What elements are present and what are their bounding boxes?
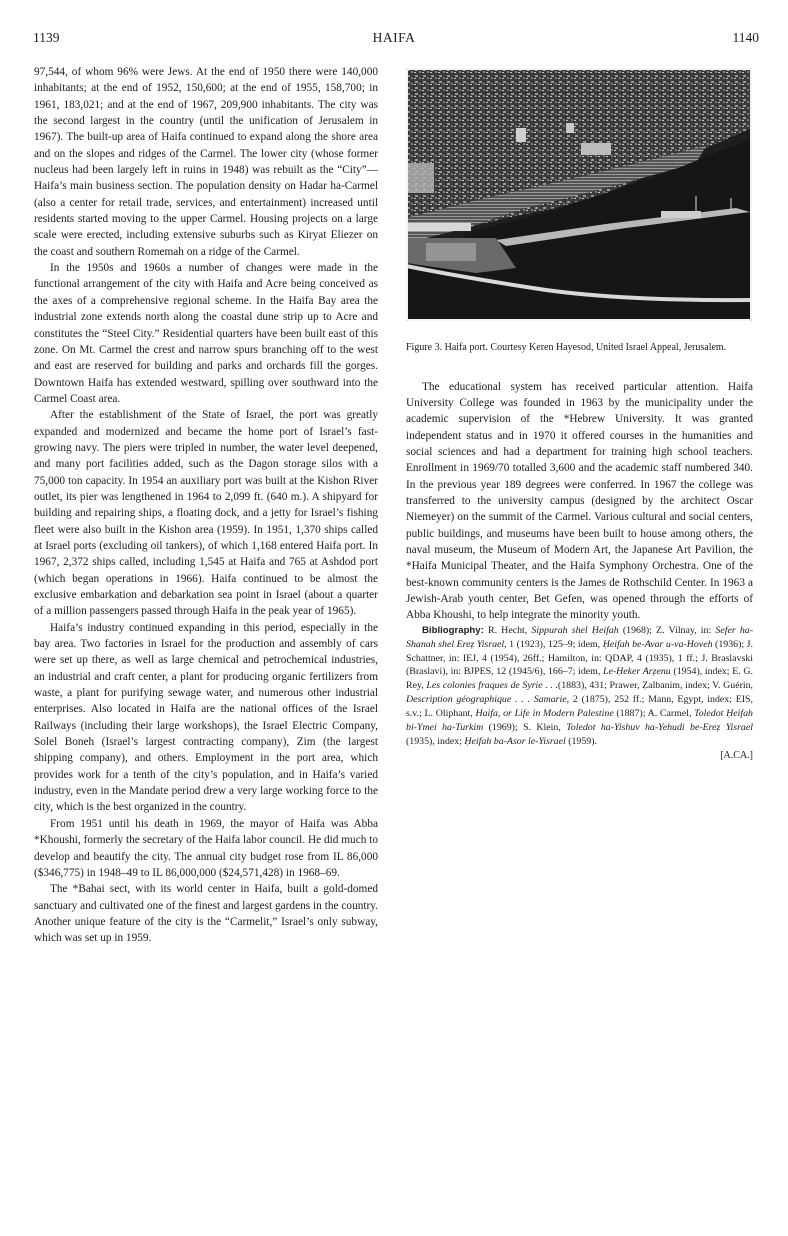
aerial-photo-icon bbox=[406, 68, 752, 321]
bib-text: (1959). bbox=[565, 736, 597, 747]
paragraph-functional-arrangement: In the 1950s and 1960s a number of changes were made in the functional arrangement of the city with Haifa and Acre being conceived as the axes of a comprehensive regional scheme. In the Haifa Bay area the industrial zone extends north along the coastal dune strip up to Acre and constitutes the “Steel City.” Residential quarters have been built east of this zone. On Mt. Carmel the crest and narrow spurs branching off to the west and east are reserved for building and parks and orchards fill the gorges. Downtown Haifa has extended westward, spilling over southward into the Carmel Coast area. bbox=[34, 262, 378, 405]
bib-title: Toledot Ḥeifah bi-Ymei ha-Turkim bbox=[406, 708, 753, 734]
paragraph-population: 97,544, of whom 96% were Jews. At the end of 1950 there were 140,000 inhabitants; at the end of 1952, 150,600; at the end of 1955, 158,700; in 1961, 183,021; and at the end of 1967, 209,900 inhabitants. The city was the second largest in the country (until the unification of Jerusalem in 1967). The built-up area of Haifa continued to expand along the shore area and on the slopes and ridges of the Carmel. The lower city (whose former nucleus had been largely left in ruins in 1948) was rebuilt as the “City”—Haifa’s main business section. The population density on Hadar ha-Carmel (also a center for retail trade, services, and entertainment) increased until residents started moving to the upper Carmel. Housing projects on a large scale were erected, including extensive suburbs such as Kiryat Eliezer on the coast and southern Romemah on a ridge of the Carmel. bbox=[34, 66, 378, 258]
author-signature: [A.CA.] bbox=[720, 749, 753, 761]
bib-title: Description géographique . . . Samarie, bbox=[406, 694, 570, 706]
spacer bbox=[406, 355, 753, 379]
paragraph-port: After the establishment of the State of Israel, the port was greatly expanded and modernized and became the home port of Israel’s fast-growing navy. The piers were tripled in number, the water level deepened, and many port facilities added, such as the Dagon storage silos with a 75,000 ton capacity. In 1954 an auxiliary port was built at the Kishon River outlet, its pier was lengthened in 1964 to 2,099 ft. (640 m.). A shipyard for building and repairing ships, a floating dock, and a jetty for Israel’s fishing fleet were also built in the Kishon area (1959). In 1951, 1,370 ships called at Israel ports (excluding oil tankers), of which 1,168 entered Haifa port. In 1967, 2,372 ships called, including 1,545 at Haifa and 765 at Ashdod port (which began operations in 1966). Haifa continued to be almost the exclusive embarkation and debarkation sea point in Israel (about a quarter of a million passengers passed through Haifa in the peak year of 1965). bbox=[34, 409, 378, 618]
right-column bbox=[406, 64, 753, 763]
paragraph-bahai: The *Bahai sect, with its world center in Haifa, built a gold-domed sanctuary and cultivated one of the finest and largest gardens in the country. Another unique feature of the city is the “Carmelit,” Israel’s only subway, which was set up in 1959. bbox=[34, 883, 378, 945]
bib-text: 2 (1875), 252 ff.; Mann, Egypt, index; EIS, s.v.; L. Oliphant, bbox=[406, 694, 753, 720]
bib-text: (1969); S. Klein, bbox=[483, 722, 567, 734]
right-page-number: 1140 bbox=[732, 30, 759, 45]
bib-title: Ḥeifah be-Avar u-va-Hoveh bbox=[602, 638, 713, 650]
figure-caption: Figure 3. Haifa port. Courtesy Keren Hayesod, United Israel Appeal, Jerusalem. bbox=[406, 342, 727, 353]
bib-text: R. Hecht, bbox=[483, 624, 532, 636]
bib-title: Les colonies fraques de Syrie . . . bbox=[426, 680, 558, 692]
left-column bbox=[34, 64, 378, 947]
paragraph-mayor: From 1951 until his death in 1969, the mayor of Haifa was Abba *Khoushi, formerly the secretary of the Haifa labor council. He did much to develop and beautify the city. The annual city budget rose from IL 86,000 ($346,775) in 1948–49 to IL 86,000,000 ($24,571,428) in 1968–69. bbox=[34, 817, 378, 879]
figure-haifa-port-photo bbox=[406, 68, 752, 321]
bib-title: Le-Ḥeker Arẓenu bbox=[602, 666, 671, 678]
bib-title: Sippurah shel Ḥeifah bbox=[531, 624, 619, 636]
bib-title: Haifa, or Life in Modern Palestine bbox=[475, 708, 614, 720]
bibliography bbox=[406, 624, 753, 749]
bib-title: Ḥeifah ba-Asor le-Yisrael bbox=[464, 736, 566, 747]
bib-text: (1935), index; bbox=[406, 736, 465, 747]
bib-text: 1 (1923), 125–9; idem, bbox=[506, 638, 603, 650]
bib-title: Sefer ha-Shanah shel Ereẓ Yisrael, bbox=[406, 624, 753, 650]
left-page-number: 1139 bbox=[33, 30, 60, 45]
bib-text: (1968); Z. Vilnay, in: bbox=[618, 624, 716, 636]
paragraph-education: The educational system has received particular attention. Haifa University College was founded in 1963 by the municipality under the academic supervision of the *Hebrew University. It was granted independent status and in 1970 it offered courses in the humanities and social sciences and had a department for training high school teachers. Enrollment in 1969/70 totalled 3,600 and the academic staff numbered 340. In the previous year 189 degrees were conferred. In 1967 the college was transferred to the university campus (designed by the architect Oscar Niemeyer) on the summit of the Carmel. Various cultural and social centers, public buildings, and museums have been built to house among others, the naval museum, the Museum of Modern Art, the Japanese Art Pavilion, the *Haifa Municipal Theater, and the Haifa Symphony Orchestra. One of the best-known community centers is the James de Rothschild Center. In 1963 a Jewish-Arab youth center, Bet Gefen, was opened through the efforts of Abba Khoushi, to help integrate the minority youth. bbox=[406, 380, 753, 622]
bib-text: (1936); J. Schattner, in: IEJ, 4 (1954), 26ff.; Hamilton, in: QDAP, 4 (1935), 1 ff.; J. Braslavski (Braslavi), in: BJPES, 12 (1945/6), 166–7; idem, bbox=[406, 638, 753, 678]
bib-text: (1883), 431; Prawer, Ẓalbanim, index; V. Guérin, bbox=[557, 680, 754, 692]
running-head bbox=[0, 30, 788, 50]
paragraph-industry: Haifa’s industry continued expanding in this period, especially in the bay area. Two factories in Israel for the production and assembly of cars were set up there, as well as large chemical and petrochemical industries, an industrial and craft center, a plant for producing organic fertilizers from waste, a plant for purifying sewage water, and numerous other industrial enterprises. Also located in Haifa are the national offices of the Israel Railways (including their large workshops), the Israel Electric Company, Solel Boneh (Israel’s largest contracting company), Zim (the largest shipping company), and others. Employment in the port area, which provides work for a tenth of the city’s population, and in Haifa’s varied industry, even in the Mandate period drew a very large working force to the city, which is the best organized in the country. bbox=[34, 621, 378, 814]
bib-title: Toledot ha-Yishuv ha-Yehudi be-Ereẓ Yisrael bbox=[566, 722, 753, 734]
bibliography-label: Bibliography: bbox=[422, 624, 484, 636]
bib-text: (1954), index; E. G. Rey, bbox=[406, 666, 753, 692]
page-title: HAIFA bbox=[372, 30, 416, 45]
bib-text: (1887); A. Carmel, bbox=[613, 708, 695, 720]
